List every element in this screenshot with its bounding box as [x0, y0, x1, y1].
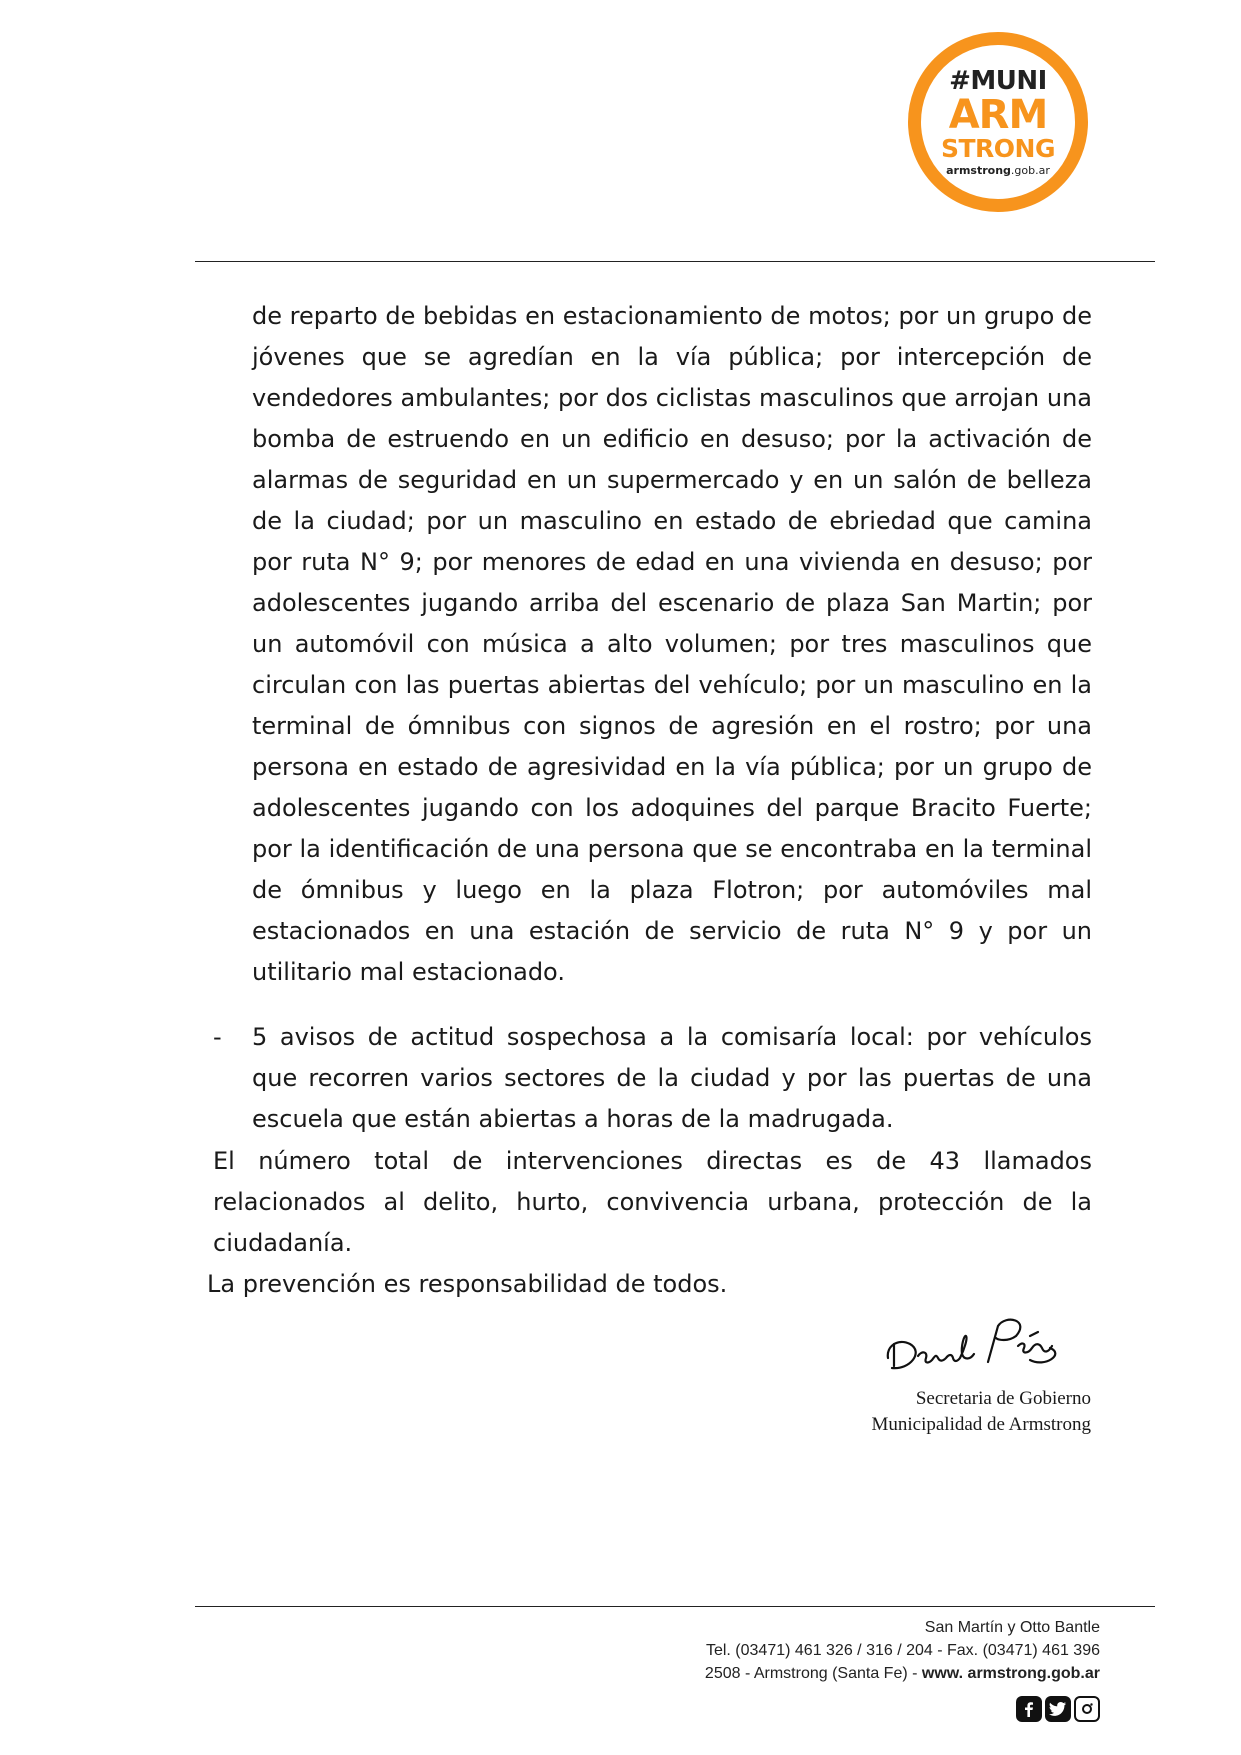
handwritten-signature — [880, 1310, 1070, 1390]
footer-address: San Martín y Otto Bantle — [924, 1619, 1100, 1636]
instagram-icon[interactable] — [1074, 1696, 1100, 1722]
footer-divider — [195, 1606, 1155, 1607]
summary-paragraph: El número total de intervenciones directas es de 43 llamados relacionados al delito, hurto, convivencia urbana, protección de la ciudadanía. — [213, 1147, 1092, 1257]
footer-city-line: 2508 - Armstrong (Santa Fe) - www. armstrong.gob.ar — [704, 1665, 1100, 1682]
logo-line-2: ARM — [948, 92, 1048, 138]
signature-block — [871, 1386, 1091, 1438]
closing-line: La prevención es responsabilidad de todos. — [207, 1270, 728, 1298]
footer-contact — [705, 1616, 1100, 1685]
logo-line-3: STRONG — [940, 134, 1055, 163]
bullet-text: 5 avisos de actitud sospechosa a la comisaría local: por vehículos que recorren varios sectores de la ciudad y por las puertas de una escuela que están abiertas a horas de la madrugada. — [252, 1023, 1092, 1133]
signatory-organization: Municipalidad de Armstrong — [871, 1414, 1091, 1435]
social-icons — [1016, 1696, 1100, 1722]
footer-phone: Tel. (03471) 461 326 / 316 / 204 - Fax. (03471) 461 396 — [705, 1642, 1100, 1659]
twitter-icon[interactable] — [1045, 1696, 1071, 1722]
bullet-dash: - — [213, 1023, 222, 1051]
logo-line-1: #MUNI — [949, 66, 1047, 96]
body-paragraph: de reparto de bebidas en estacionamiento de motos; por un grupo de jóvenes que se agredían en la vía pública; por intercepción de vendedores ambulantes; por dos ciclistas masculinos que arrojan una bomba de estruendo en un edificio en desuso; por la activación de alarmas de seguridad en un supermercado y en un salón de belleza de la ciudad; por un masculino en estado de ebriedad que camina por ruta N° 9; por menores de edad en una vivienda en desuso; por adolescentes jugando arriba del escenario de plaza San Martin; por un automóvil con música a alto volumen; por tres masculinos que circulan con las puertas abiertas del vehículo; por un masculino en la terminal de ómnibus con signos de agresión en el rostro; por una persona en estado de agresividad en la vía pública; por un grupo de adolescentes jugando con los adoquines del parque Bracito Fuerte; por la identificación de una persona que se encontraba en la terminal de ómnibus y luego en la plaza Flotron; por automóviles mal estacionados en una estación de servicio de ruta N° 9 y por un utilitario mal estacionado. — [252, 302, 1092, 986]
logo-domain: armstrong.gob.ar — [946, 164, 1050, 177]
footer-website[interactable]: www. armstrong.gob.ar — [921, 1665, 1100, 1682]
municipal-logo — [908, 32, 1088, 212]
facebook-icon[interactable] — [1016, 1696, 1042, 1722]
signatory-title: Secretaria de Gobierno — [915, 1388, 1091, 1409]
header-divider — [195, 261, 1155, 262]
